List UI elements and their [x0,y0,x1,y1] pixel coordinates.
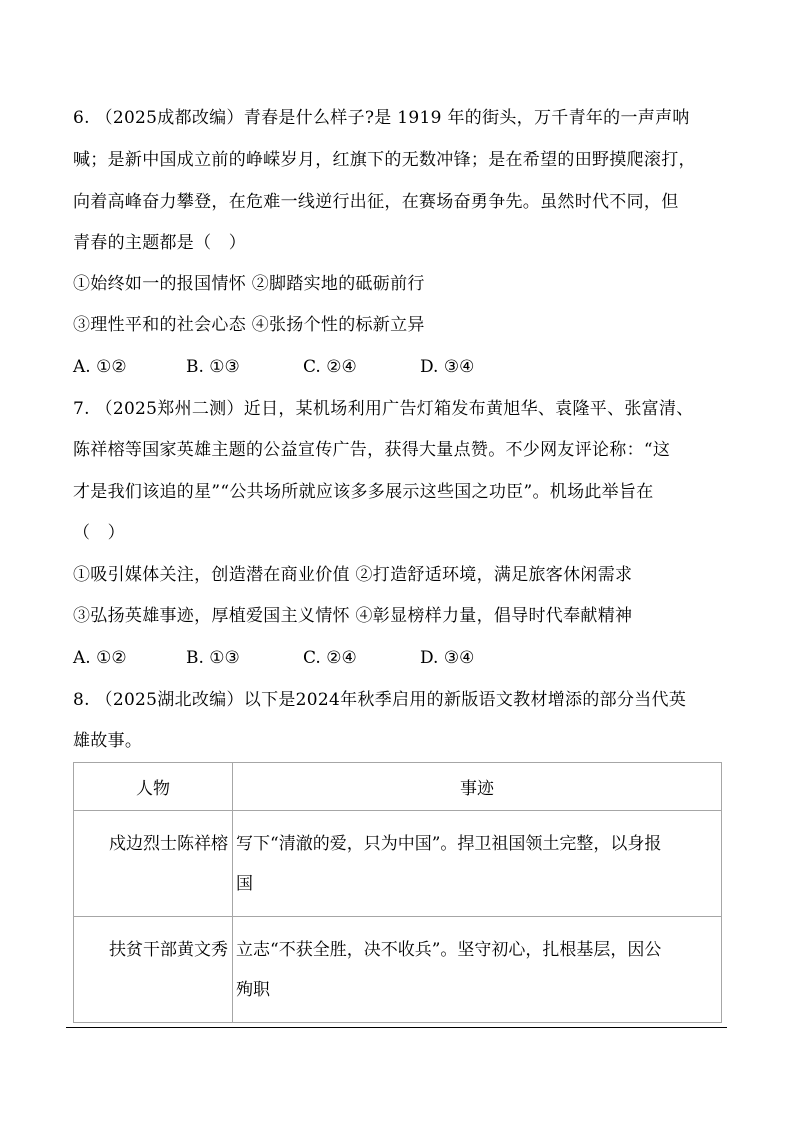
q7-stem-line-4: （ ） [73,523,125,543]
table-header-row [74,763,722,811]
q6-stem-line-4: 青春的主题都是（ ） [73,233,246,253]
q7-items-line-2: ③弘扬英雄事迹，厚植爱国主义情怀 ④彰显榜样力量，倡导时代奉献精神 [73,606,633,626]
q8-stem-line-2: 雄故事。 [73,731,143,751]
hero-name: 戍边烈士陈祥榕 [74,811,233,917]
q6-option-d[interactable]: D. ③④ [420,357,475,377]
q6-option-a[interactable]: A. ①② [73,357,127,377]
table-row [74,917,722,1023]
hero-deed-line-2: 国 [236,874,253,894]
hero-deed-line-1: 写下“清澈的爱，只为中国”。捍卫祖国领土完整，以身报 [236,834,662,854]
q6-stem-line-1: 6. （2025成都改编）青春是什么样子?是 1919 年的街头，万千青年的一声声呐 [73,108,690,128]
q7-option-a[interactable]: A. ①② [73,648,127,668]
q6-stem-line-3: 向着高峰奋力攀登，在危难一线逆行出征，在赛场奋勇争先。虽然时代不同，但 [73,192,679,212]
table-header-person: 人物 [74,763,233,811]
q7-option-d[interactable]: D. ③④ [420,648,475,668]
hero-stories-table [73,762,722,1023]
hero-deed-line-2: 殉职 [236,980,270,1000]
hero-name: 扶贫干部黄文秀 [74,917,233,1023]
q7-option-c[interactable]: C. ②④ [303,648,357,668]
hero-deed [233,917,722,1023]
q7-option-b[interactable]: B. ①③ [186,648,240,668]
q7-options [73,647,474,669]
q7-stem-line-3: 才是我们该追的星”“公共场所就应该多多展示这些国之功臣”。机场此举旨在 [73,482,654,502]
q6-items-line-1: ①始终如一的报国情怀 ②脚踏实地的砥砺前行 [73,274,425,294]
hero-deed [233,811,722,917]
q6-option-c[interactable]: C. ②④ [303,357,357,377]
footer-divider [66,1027,727,1028]
table-header-deeds: 事迹 [233,763,722,811]
q6-option-b[interactable]: B. ①③ [186,357,240,377]
q6-stem-line-2: 喊；是新中国成立前的峥嵘岁月，红旗下的无数冲锋；是在希望的田野摸爬滚打， [73,150,696,170]
q8-stem-line-1: 8. （2025湖北改编）以下是2024年秋季启用的新版语文教材增添的部分当代英 [73,690,687,710]
hero-deed-line-1: 立志“不获全胜，决不收兵”。坚守初心，扎根基层，因公 [236,940,662,960]
q6-items-line-2: ③理性平和的社会心态 ④张扬个性的标新立异 [73,315,425,335]
q7-stem-line-1: 7. （2025郑州二测）近日，某机场利用广告灯箱发布黄旭华、袁隆平、张富清、 [73,399,694,419]
q7-items-line-1: ①吸引媒体关注，创造潜在商业价值 ②打造舒适环境，满足旅客休闲需求 [73,565,633,585]
table-row [74,811,722,917]
q6-options [73,356,474,378]
q7-stem-line-2: 陈祥榕等国家英雄主题的公益宣传广告，获得大量点赞。不少网友评论称：“这 [73,440,671,460]
